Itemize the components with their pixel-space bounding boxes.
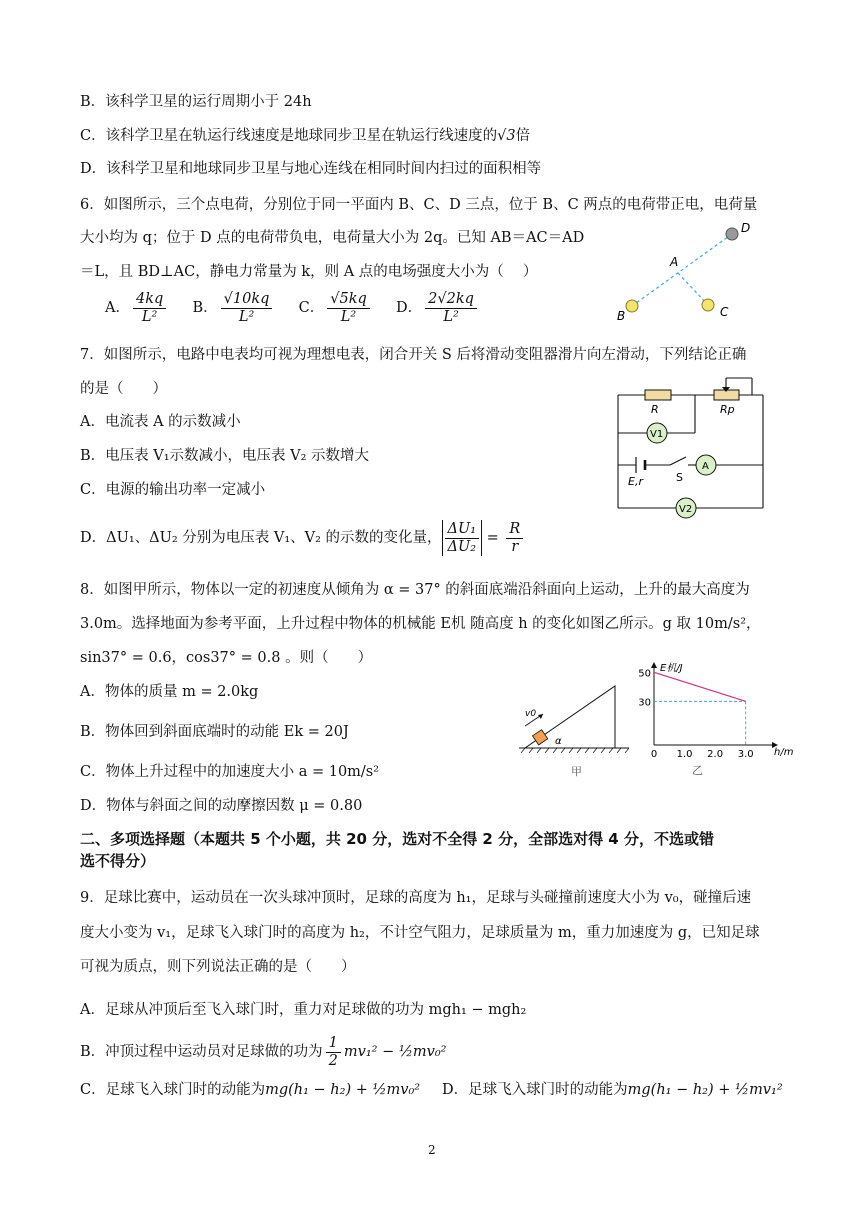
q7-option-b: B．电压表 V₁示数减小，电压表 V₂ 示数增大	[80, 448, 370, 464]
section2-heading-line2: 选不得分）	[80, 852, 156, 870]
q8-caption-jia: 甲	[571, 765, 582, 778]
q6-stem-line2: 大小均为 q；位于 D 点的电荷带负电，电荷量大小为 2q。已知 AB＝AC＝AD	[80, 230, 585, 246]
q9-option-b-text: B．冲顶过程中运动员对足球做的功为	[80, 1044, 323, 1060]
q9-option-b: B．冲顶过程中运动员对足球做的功为 $\frac{1}{2}$ mv₁² − ½mv₀²	[80, 1034, 447, 1069]
q8-energy-chart	[630, 660, 794, 780]
q6-stem-line3: ＝L，且 BD⊥AC，静电力常量为 k，则 A 点的电场强度大小为（ ）	[80, 264, 538, 280]
q7-resistor-r	[645, 390, 671, 400]
q5-option-c-text: C．该科学卫星在轨运行线速度是地球同步卫星在轨运行线速度的	[80, 128, 498, 144]
q6-option-c-label: C．	[298, 300, 325, 316]
q6-option-a-label: A．	[105, 300, 130, 316]
q9-option-d-text: D．足球飞入球门时的动能为	[442, 1082, 628, 1098]
q7-stem-line1: 7．如图所示，电路中电表均可视为理想电表，闭合开关 S 后将滑动变阻器滑片向左滑动，下列结论正确	[80, 347, 747, 363]
q6-charge-d	[726, 228, 738, 240]
q7-option-d-num-right: R	[506, 521, 523, 539]
q7-option-d: D．ΔU₁、ΔU₂ 分别为电压表 V₁、V₂ 的示数的变化量， $\frac{\text{ΔU₁}}{\text{ΔU₂}}$ = $\frac{R}{r}$	[80, 520, 526, 556]
q7-label-v1: V1	[650, 429, 664, 440]
q6-option-d-den: L²	[443, 308, 459, 325]
q8-y-axis-arrow	[651, 662, 657, 668]
q7-option-d-text: D．ΔU₁、ΔU₂ 分别为电压表 V₁、V₂ 的示数的变化量，	[80, 530, 442, 546]
q7-option-c: C．电源的输出功率一定减小	[80, 482, 266, 498]
q7-rheostat-rp	[714, 390, 739, 400]
q6-option-b-label: B．	[192, 300, 218, 316]
q6-option-d-label: D．	[396, 300, 423, 316]
q8-y-tick-50: 50	[638, 668, 651, 680]
q7-option-d-den-right: r	[511, 538, 519, 555]
q6-option-c	[298, 290, 373, 325]
q8-option-a: A．物体的质量 m = 2.0kg	[80, 684, 259, 700]
q8-option-d: D．物体与斜面之间的动摩擦因数 μ = 0.80	[80, 798, 363, 814]
q8-stem-line3: sin37° = 0.6，cos37° = 0.8 。则（ ）	[80, 650, 373, 666]
q6-stem-line1: 6．如图所示，三个点电荷，分别位于同一平面内 B、C、D 三点，位于 B、C 两点的电荷带正电，电荷量	[80, 197, 758, 213]
q7-label-a: A	[702, 461, 709, 472]
q5-option-c	[80, 126, 530, 146]
q8-label-alpha: α	[555, 736, 562, 747]
q8-x-tick-1: 1.0	[676, 749, 693, 760]
q6-charge-c	[702, 299, 714, 311]
q9-option-a: A．足球从冲顶后至飞入球门时，重力对足球做的功为 mgh₁ − mgh₂	[80, 1002, 527, 1018]
q9-option-b-math: mv₁² − ½mv₀²	[343, 1044, 447, 1060]
q6-label-c: C	[720, 305, 729, 319]
q8-caption-yi: 乙	[692, 764, 703, 777]
q8-series-line	[654, 672, 746, 701]
q9-option-d	[442, 1080, 783, 1100]
q6-option-d	[396, 290, 480, 325]
q6-label-a: A	[670, 255, 679, 269]
q8-ground-hatch	[521, 748, 629, 753]
q6-line-bd	[632, 234, 732, 306]
q6-charge-b	[626, 300, 638, 312]
q8-stem-line1: 8．如图甲所示，物体以一定的初速度从倾角为 α = 37° 的斜面底端沿斜面向上运动，上升的最大高度为	[80, 582, 750, 598]
q6-option-a-den: L²	[141, 308, 158, 325]
q7-label-r: R	[651, 403, 659, 416]
q6-option-c-den: L²	[340, 308, 357, 325]
q9-option-c-math: mg(h₁ − h₂) + ½mv₀²	[265, 1082, 421, 1098]
q9-stem-line1: 9．足球比赛中，运动员在一次头球冲顶时，足球的高度为 h₁，足球与头碰撞前速度大小为 v₀，碰撞后速	[80, 890, 752, 906]
q6-charge-diagram	[600, 218, 770, 328]
q8-option-c: C．物体上升过程中的加速度大小 a = 10m/s²	[80, 764, 380, 780]
page-number: 2	[428, 1143, 436, 1157]
q6-option-a-num: 4kq	[133, 291, 166, 309]
q5-option-c-root: √3	[497, 128, 516, 144]
q6-option-a	[105, 290, 169, 325]
q5-option-d: D．该科学卫星和地球同步卫星与地心连线在相同时间内扫过的面积相等	[80, 161, 542, 177]
q7-option-d-den-left: ΔU₂	[447, 538, 477, 555]
q7-circuit-diagram	[608, 375, 773, 523]
q7-label-v2: V2	[679, 504, 693, 515]
q8-y-tick-30: 30	[638, 697, 651, 709]
q8-x-tick-0: 0	[650, 749, 658, 760]
q6-option-b	[192, 290, 276, 325]
q6-options	[105, 290, 480, 326]
q6-option-c-num: √5kq	[327, 291, 370, 309]
q7-label-er: E,r	[628, 475, 643, 488]
q6-label-b: B	[617, 309, 626, 323]
q9-option-c	[80, 1080, 420, 1100]
q9-stem-line2: 度大小变为 v₁，足球飞入球门时的高度为 h₂，不计空气阻力，足球质量为 m，重力加速度为 g，已知足球	[80, 925, 760, 941]
q7-label-rp: Rp	[720, 403, 735, 416]
q8-x-tick-2: 2.0	[707, 749, 724, 760]
q6-option-b-num: √10kq	[221, 291, 273, 309]
q8-x-label: h/m	[774, 747, 794, 758]
q6-option-b-den: L²	[238, 308, 255, 325]
q7-stem-line2: 的是（ ）	[80, 381, 167, 397]
q6-line-ac	[678, 273, 708, 305]
q8-y-label: E机/J	[660, 663, 683, 674]
q8-label-v0: v0	[525, 709, 537, 719]
q8-option-b: B．物体回到斜面底端时的动能 Ek = 20J	[80, 724, 349, 740]
q6-option-d-num: 2√2kq	[425, 291, 477, 309]
q7-option-d-num-left: ΔU₁	[445, 521, 480, 539]
q9-option-c-text: C．足球飞入球门时的动能为	[80, 1082, 266, 1098]
q8-stem-line2: 3.0m。选择地面为参考平面，上升过程中物体的机械能 E机 随高度 h 的变化如图乙所示。g 取 10m/s²，	[80, 616, 761, 632]
q8-x-tick-3: 3.0	[737, 749, 754, 760]
q7-option-a: A．电流表 A 的示数减小	[80, 414, 241, 430]
q5-option-c-suffix: 倍	[515, 128, 531, 144]
q7-label-s: S	[676, 471, 683, 484]
q5-option-b: B．该科学卫星的运行周期小于 24h	[80, 94, 312, 110]
q8-incline-figure	[515, 678, 635, 778]
section2-heading-line1: 二、多项选择题（本题共 5 个小题，共 20 分，选对不全得 2 分，全部选对得 4 分，不选或错	[80, 830, 714, 848]
q6-label-d: D	[741, 221, 751, 235]
q9-stem-line3: 可视为质点，则下列说法正确的是（ ）	[80, 959, 356, 975]
q9-option-d-math: mg(h₁ − h₂) + ½mv₁²	[627, 1082, 783, 1098]
